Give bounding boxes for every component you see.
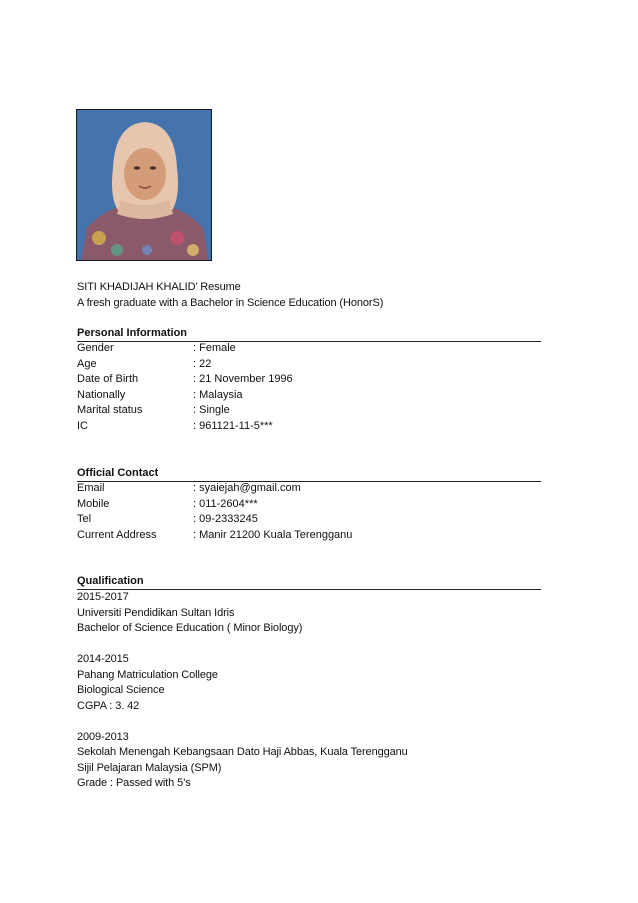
field-label: Gender: [77, 342, 114, 354]
field-label: Nationally: [77, 389, 126, 401]
qualification-years: 2009-2013: [77, 731, 129, 743]
qualification-institution: Universiti Pendidikan Sultan Idris: [77, 607, 235, 619]
qualification-institution: Sekolah Menengah Kebangsaan Dato Haji Abbas, Kuala Terengganu: [77, 746, 408, 758]
profile-photo-image: [77, 110, 212, 261]
resume-title: SITI KHADIJAH KHALID’ Resume: [77, 281, 241, 293]
field-value: : Malaysia: [193, 389, 243, 401]
profile-photo: [76, 109, 212, 261]
field-value: : 21 November 1996: [193, 373, 293, 385]
field-label: Tel: [77, 513, 92, 525]
field-label: Marital status: [77, 404, 143, 416]
qualification-result: Grade : Passed with 5’s: [77, 777, 191, 789]
qualification-program: Sijil Pelajaran Malaysia (SPM): [77, 762, 222, 774]
qualification-years: 2015-2017: [77, 591, 129, 603]
field-label: Age: [77, 358, 97, 370]
field-label: Date of Birth: [77, 373, 139, 385]
qualification-years: 2014-2015: [77, 653, 129, 665]
field-value: : 011-2604***: [193, 498, 258, 510]
field-label: Mobile: [77, 498, 110, 510]
field-value: : 22: [193, 358, 212, 370]
qualification-program: Biological Science: [77, 684, 165, 696]
qualification-result: CGPA : 3. 42: [77, 700, 140, 712]
field-label: Current Address: [77, 529, 157, 541]
qualification-program: Bachelor of Science Education ( Minor Biology): [77, 622, 303, 634]
field-value: : 961121-11-5***: [193, 420, 273, 432]
resume-tagline: A fresh graduate with a Bachelor in Science Education (HonorS): [77, 297, 384, 309]
qualification-heading: Qualification: [77, 574, 541, 590]
contact-heading: Official Contact: [77, 466, 541, 482]
field-label: Email: [77, 482, 105, 494]
field-value: : Manir 21200 Kuala Terengganu: [193, 529, 353, 541]
field-label: IC: [77, 420, 88, 432]
field-value: : Single: [193, 404, 230, 416]
field-value: : 09-2333245: [193, 513, 258, 525]
field-value: : syaiejah@gmail.com: [193, 482, 301, 494]
personal-info-heading: Personal Information: [77, 326, 541, 342]
qualification-institution: Pahang Matriculation College: [77, 669, 218, 681]
field-value: : Female: [193, 342, 236, 354]
